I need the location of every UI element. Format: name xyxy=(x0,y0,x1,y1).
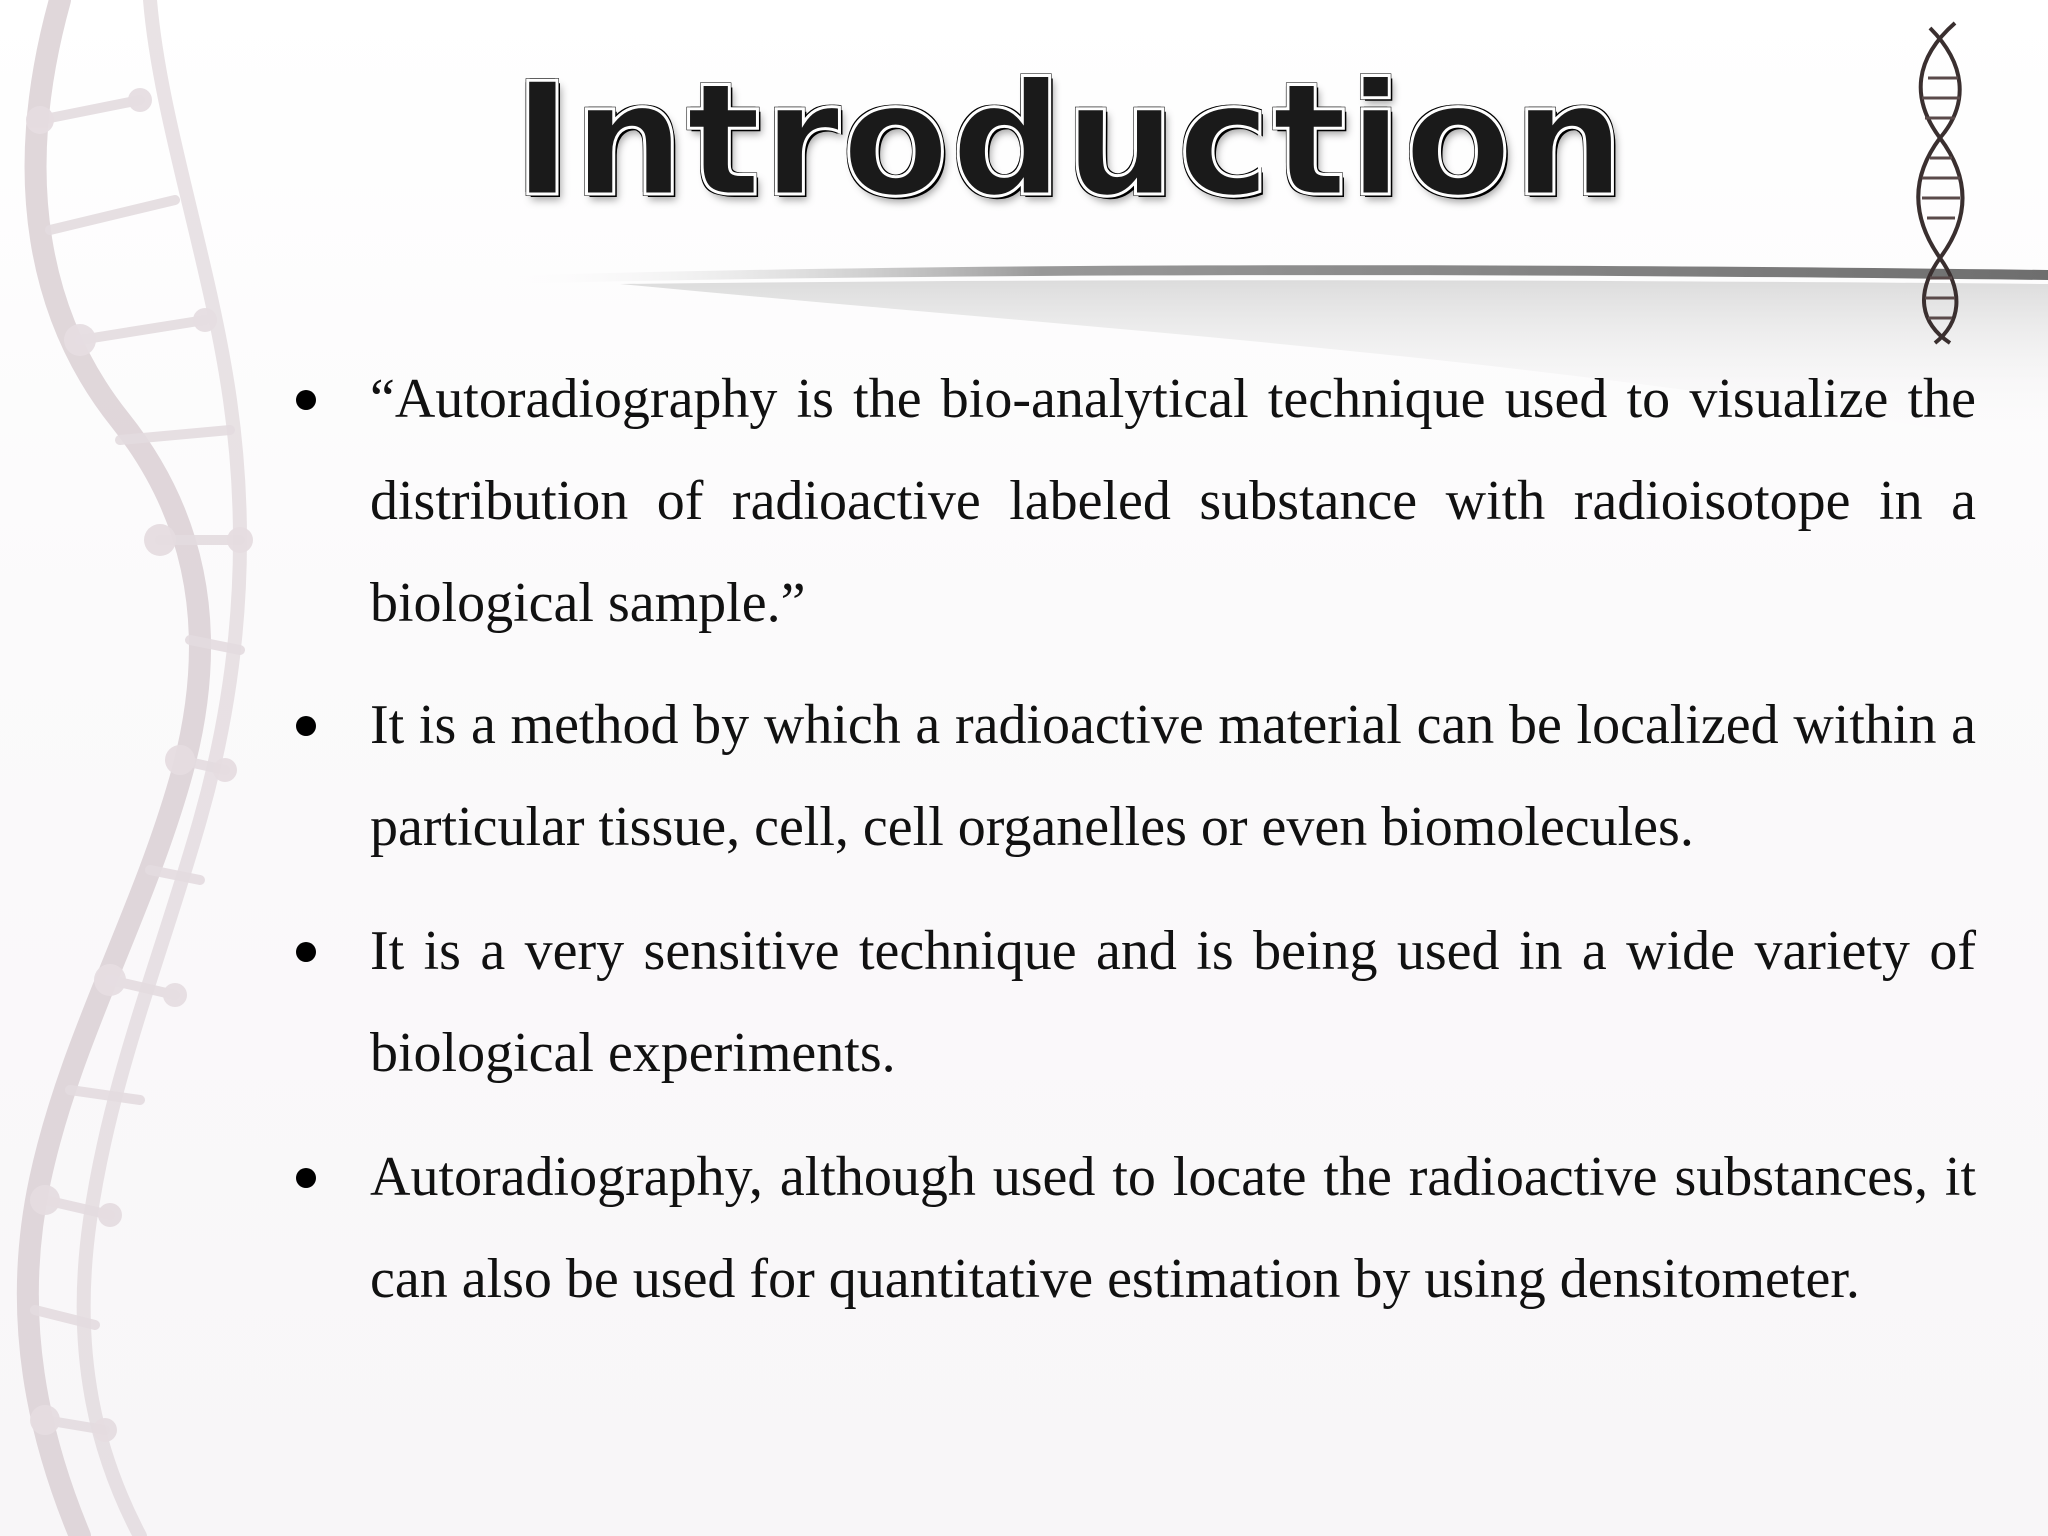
bullet-item xyxy=(290,348,1976,654)
bullet-dot-icon xyxy=(296,390,316,410)
bullet-text: It is a method by which a radioactive material can be localized within a particular tissue, cell, cell organelles or even biomolecules. xyxy=(370,694,1976,858)
bullet-list xyxy=(290,348,1976,1330)
dna-helix-left-icon xyxy=(0,0,300,1536)
bullet-dot-icon xyxy=(296,716,316,736)
slide-title: Introduction xyxy=(513,49,1627,231)
bullet-item xyxy=(290,900,1976,1104)
bullet-dot-icon xyxy=(296,1168,316,1188)
bullet-item xyxy=(290,674,1976,878)
bullet-text: Autoradiography, although used to locate the radioactive substances, it can also be used for quantitative estimation by using densitometer. xyxy=(370,1146,1976,1310)
bullet-item xyxy=(290,1126,1976,1330)
bullet-text: It is a very sensitive technique and is being used in a wide variety of biological experiments. xyxy=(370,920,1976,1084)
bullet-dot-icon xyxy=(296,942,316,962)
slide-body xyxy=(290,348,1976,1350)
bullet-text: “Autoradiography is the bio-analytical technique used to visualize the distribution of radioactive labeled substance with radioisotope in a biological sample.” xyxy=(370,368,1976,634)
